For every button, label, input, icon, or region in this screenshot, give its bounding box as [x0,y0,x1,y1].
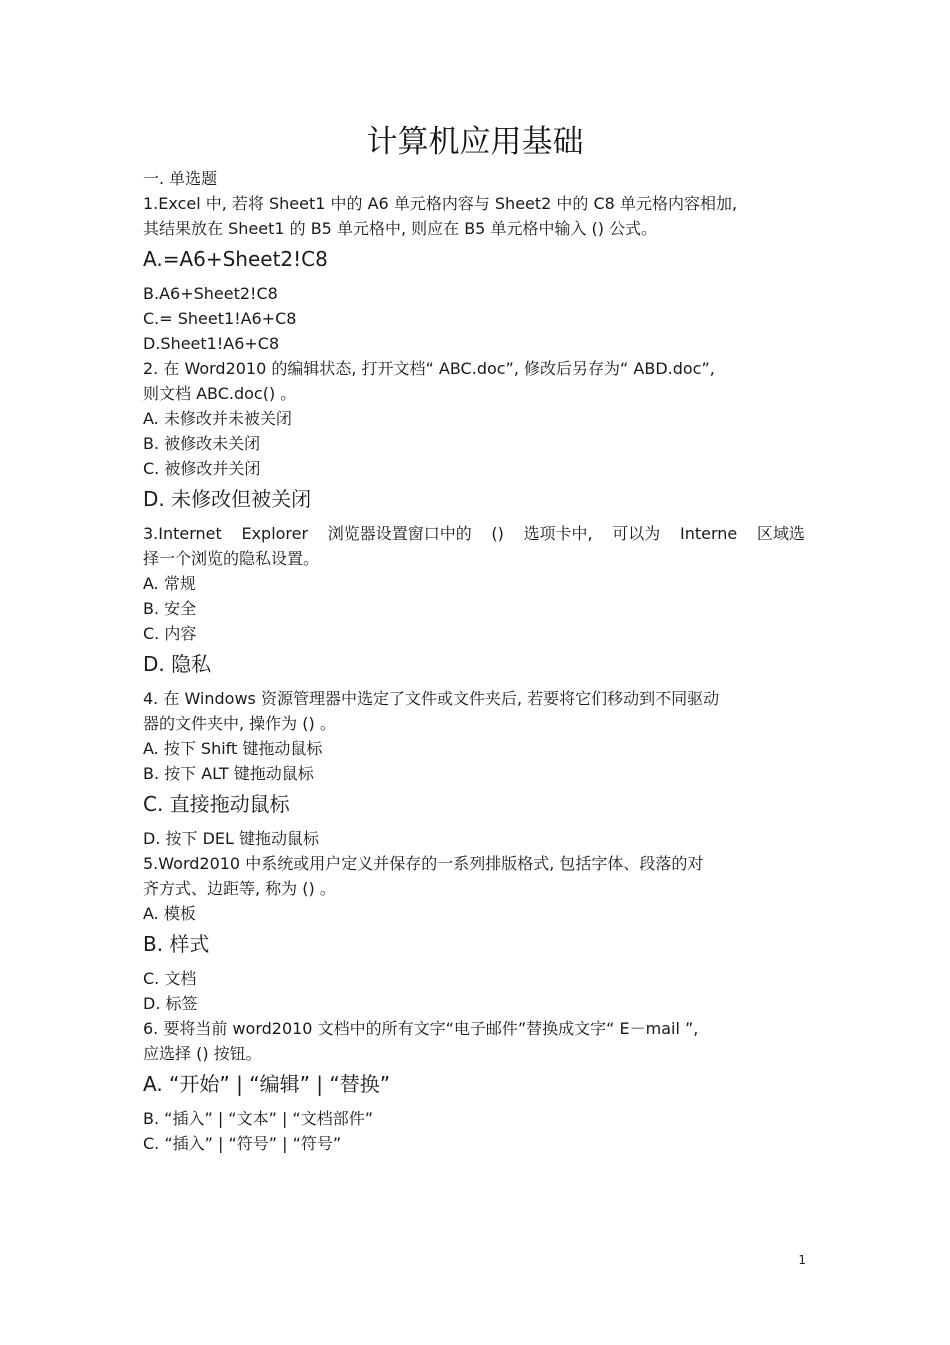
question-1-text-line-1: 1.Excel 中, 若将 Sheet1 中的 A6 单元格内容与 Sheet2 中的 C8 单元格内容相加, [143,194,738,213]
document-body [143,166,805,1156]
question-3-text-part: 3.Internet [143,524,222,543]
question-2-option-b: B. 被修改未关闭 [143,434,261,453]
question-2-text-line-2: 则文档 ABC.doc() 。 [143,384,297,403]
question-3-text-line-1 [143,521,805,546]
question-4-option-c: C. 直接拖动鼠标 [143,792,290,816]
section-heading: 一. 单选题 [143,169,218,188]
question-1-option-c: C.= Sheet1!A6+C8 [143,309,297,328]
question-4-option-b: B. 按下 ALT 键拖动鼠标 [143,764,314,783]
question-2-text-line-1: 2. 在 Word2010 的编辑状态, 打开文档“ ABC.doc”, 修改后另存为“ ABD.doc”, [143,359,715,378]
question-3-text-part: Interne [679,524,738,543]
question-6-text-line-2: 应选择 () 按钮。 [143,1044,262,1063]
question-3-text-part: () [491,524,504,543]
question-3-text-line-2: 择一个浏览的隐私设置。 [143,549,320,568]
question-5-option-c: C. 文档 [143,969,197,988]
question-5-text-line-1: 5.Word2010 中系统或用户定义并保存的一系列排版格式, 包括字体、段落的对 [143,854,704,873]
question-1-text-line-2: 其结果放在 Sheet1 的 B5 单元格中, 则应在 B5 单元格中输入 () 公式。 [143,219,658,238]
question-5-text-line-2: 齐方式、边距等, 称为 () 。 [143,879,336,898]
question-6-option-a: A. “开始” | “编辑” | “替换” [143,1072,391,1096]
page-number: 1 [798,1253,806,1267]
question-5-option-b: B. 样式 [143,932,210,956]
question-3 [143,521,805,679]
question-5 [143,851,805,1016]
question-1-option-b: B.A6+Sheet2!C8 [143,284,278,303]
question-3-option-a: A. 常规 [143,574,196,593]
question-3-text-part: Explorer [241,524,309,543]
question-2 [143,356,805,514]
question-5-option-a: A. 模板 [143,904,196,923]
question-5-option-d: D. 标签 [143,994,198,1013]
question-3-text-part: 区域选 [756,524,805,543]
question-2-option-d: D. 未修改但被关闭 [143,487,312,511]
question-3-text-part: 可以为 [612,524,661,543]
question-3-option-c: C. 内容 [143,624,197,643]
question-3-option-d: D. 隐私 [143,652,212,676]
question-1-option-a: A.=A6+Sheet2!C8 [143,247,328,271]
question-6-option-b: B. “插入” | “文本” | “文档部件” [143,1109,374,1128]
question-3-option-b: B. 安全 [143,599,197,618]
question-6-option-c: C. “插入” | “符号” | “符号” [143,1134,342,1153]
question-4 [143,686,805,851]
document-title: 计算机应用基础 [366,124,584,160]
question-1 [143,191,805,356]
question-2-option-c: C. 被修改并关闭 [143,459,261,478]
question-4-text-line-1: 4. 在 Windows 资源管理器中选定了文件或文件夹后, 若要将它们移动到不同驱动 [143,689,720,708]
question-4-option-d: D. 按下 DEL 键拖动鼠标 [143,829,320,848]
question-4-option-a: A. 按下 Shift 键拖动鼠标 [143,739,323,758]
question-4-text-line-2: 器的文件夹中, 操作为 () 。 [143,714,336,733]
question-2-option-a: A. 未修改并未被关闭 [143,409,292,428]
question-1-option-d: D.Sheet1!A6+C8 [143,334,280,353]
question-3-text-part: 浏览器设置窗口中的 [327,524,472,543]
question-6-text-line-1: 6. 要将当前 word2010 文档中的所有文字“电子邮件”替换成文字“ E－mail ”, [143,1019,699,1038]
question-3-text-part: 选项卡中, [523,524,593,543]
question-6 [143,1016,805,1156]
